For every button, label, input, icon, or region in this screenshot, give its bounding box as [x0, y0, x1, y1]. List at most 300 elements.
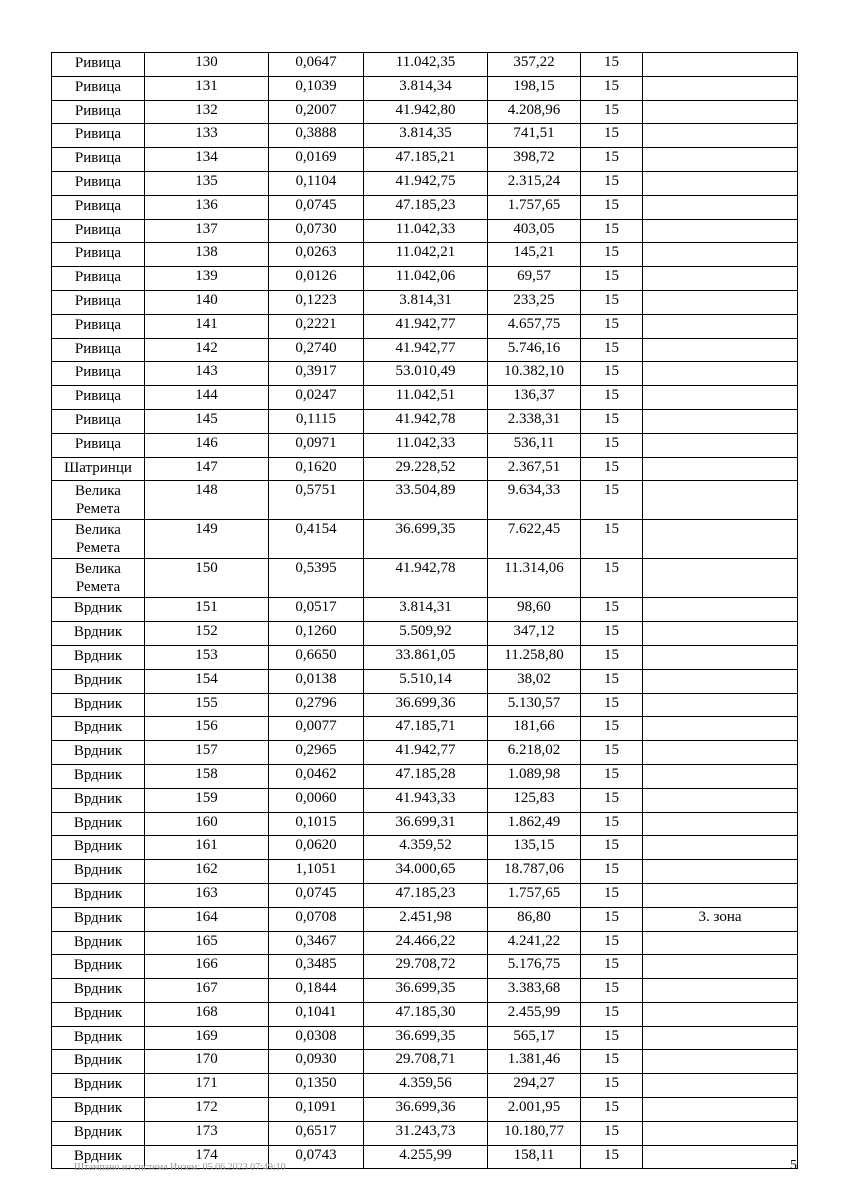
note-cell — [643, 860, 798, 884]
unit-value-cell: 33.861,05 — [364, 645, 488, 669]
rate-cell: 15 — [581, 741, 643, 765]
table-row — [52, 669, 798, 693]
amount-cell: 135,15 — [488, 836, 581, 860]
parcel-number-cell: 166 — [145, 955, 269, 979]
amount-cell: 181,66 — [488, 717, 581, 741]
table-row — [52, 559, 798, 598]
unit-value-cell: 2.451,98 — [364, 907, 488, 931]
rate-cell: 15 — [581, 290, 643, 314]
note-cell — [643, 669, 798, 693]
settlement-cell: Ривица — [52, 409, 145, 433]
unit-value-cell: 11.042,51 — [364, 386, 488, 410]
amount-cell: 125,83 — [488, 788, 581, 812]
rate-cell: 15 — [581, 481, 643, 520]
area-cell: 0,5395 — [269, 559, 364, 598]
unit-value-cell: 41.942,77 — [364, 741, 488, 765]
rate-cell: 15 — [581, 598, 643, 622]
parcel-number-cell: 155 — [145, 693, 269, 717]
note-cell — [643, 1002, 798, 1026]
settlement-cell: Ривица — [52, 267, 145, 291]
table-row — [52, 195, 798, 219]
settlement-cell: Врдник — [52, 883, 145, 907]
rate-cell: 15 — [581, 267, 643, 291]
rate-cell: 15 — [581, 1026, 643, 1050]
area-cell: 0,0743 — [269, 1145, 364, 1169]
area-cell: 0,5751 — [269, 481, 364, 520]
unit-value-cell: 3.814,31 — [364, 290, 488, 314]
parcel-number-cell: 164 — [145, 907, 269, 931]
amount-cell: 38,02 — [488, 669, 581, 693]
settlement-cell: Врдник — [52, 741, 145, 765]
table-row — [52, 433, 798, 457]
area-cell: 0,0517 — [269, 598, 364, 622]
area-cell: 0,0620 — [269, 836, 364, 860]
note-cell — [643, 883, 798, 907]
area-cell: 0,0308 — [269, 1026, 364, 1050]
table-row — [52, 883, 798, 907]
parcel-number-cell: 174 — [145, 1145, 269, 1169]
table-row — [52, 53, 798, 77]
table-body — [52, 53, 798, 1169]
area-cell: 0,0060 — [269, 788, 364, 812]
parcel-number-cell: 148 — [145, 481, 269, 520]
area-cell: 0,0745 — [269, 195, 364, 219]
amount-cell: 403,05 — [488, 219, 581, 243]
parcel-number-cell: 172 — [145, 1098, 269, 1122]
table-row — [52, 741, 798, 765]
parcel-number-cell: 149 — [145, 520, 269, 559]
note-cell — [643, 1026, 798, 1050]
area-cell: 0,6650 — [269, 645, 364, 669]
rate-cell: 15 — [581, 362, 643, 386]
note-cell — [643, 457, 798, 481]
unit-value-cell: 33.504,89 — [364, 481, 488, 520]
area-cell: 0,0462 — [269, 764, 364, 788]
area-cell: 0,0971 — [269, 433, 364, 457]
area-cell: 0,1620 — [269, 457, 364, 481]
amount-cell: 1.862,49 — [488, 812, 581, 836]
area-cell: 0,1041 — [269, 1002, 364, 1026]
unit-value-cell: 3.814,34 — [364, 76, 488, 100]
amount-cell: 2.338,31 — [488, 409, 581, 433]
area-cell: 0,0138 — [269, 669, 364, 693]
area-cell: 0,0730 — [269, 219, 364, 243]
settlement-cell: Врдник — [52, 764, 145, 788]
settlement-cell: Ривица — [52, 100, 145, 124]
note-cell — [643, 1050, 798, 1074]
unit-value-cell: 11.042,21 — [364, 243, 488, 267]
note-cell — [643, 812, 798, 836]
amount-cell: 98,60 — [488, 598, 581, 622]
parcel-number-cell: 135 — [145, 171, 269, 195]
area-cell: 0,1104 — [269, 171, 364, 195]
unit-value-cell: 41.942,78 — [364, 409, 488, 433]
area-cell: 0,1223 — [269, 290, 364, 314]
rate-cell: 15 — [581, 1002, 643, 1026]
area-cell: 0,0247 — [269, 386, 364, 410]
settlement-cell: Врдник — [52, 645, 145, 669]
unit-value-cell: 11.042,33 — [364, 219, 488, 243]
note-cell — [643, 693, 798, 717]
parcel-number-cell: 173 — [145, 1121, 269, 1145]
unit-value-cell: 4.255,99 — [364, 1145, 488, 1169]
unit-value-cell: 41.943,33 — [364, 788, 488, 812]
page-number: 5 — [790, 1158, 797, 1173]
amount-cell: 536,11 — [488, 433, 581, 457]
amount-cell: 11.314,06 — [488, 559, 581, 598]
unit-value-cell: 11.042,35 — [364, 53, 488, 77]
table-row — [52, 1002, 798, 1026]
area-cell: 0,2221 — [269, 314, 364, 338]
unit-value-cell: 11.042,06 — [364, 267, 488, 291]
settlement-cell: Ривица — [52, 124, 145, 148]
rate-cell: 15 — [581, 124, 643, 148]
settlement-cell: Ривица — [52, 362, 145, 386]
amount-cell: 233,25 — [488, 290, 581, 314]
area-cell: 0,4154 — [269, 520, 364, 559]
table-row — [52, 481, 798, 520]
amount-cell: 1.757,65 — [488, 883, 581, 907]
parcel-number-cell: 160 — [145, 812, 269, 836]
rate-cell: 15 — [581, 148, 643, 172]
amount-cell: 4.241,22 — [488, 931, 581, 955]
settlement-cell: Ривица — [52, 290, 145, 314]
rate-cell: 15 — [581, 409, 643, 433]
area-cell: 0,2965 — [269, 741, 364, 765]
amount-cell: 10.180,77 — [488, 1121, 581, 1145]
table-row — [52, 148, 798, 172]
table-row — [52, 955, 798, 979]
amount-cell: 1.381,46 — [488, 1050, 581, 1074]
unit-value-cell: 47.185,21 — [364, 148, 488, 172]
note-cell — [643, 171, 798, 195]
area-cell: 0,0077 — [269, 717, 364, 741]
rate-cell: 15 — [581, 243, 643, 267]
settlement-cell: Врдник — [52, 812, 145, 836]
amount-cell: 6.218,02 — [488, 741, 581, 765]
amount-cell: 145,21 — [488, 243, 581, 267]
rate-cell: 15 — [581, 764, 643, 788]
parcel-number-cell: 167 — [145, 979, 269, 1003]
parcel-number-cell: 142 — [145, 338, 269, 362]
note-cell — [643, 267, 798, 291]
parcel-number-cell: 165 — [145, 931, 269, 955]
settlement-cell: Ривица — [52, 53, 145, 77]
amount-cell: 398,72 — [488, 148, 581, 172]
note-cell — [643, 314, 798, 338]
amount-cell: 86,80 — [488, 907, 581, 931]
unit-value-cell: 47.185,71 — [364, 717, 488, 741]
rate-cell: 15 — [581, 433, 643, 457]
table-row — [52, 645, 798, 669]
note-cell — [643, 788, 798, 812]
parcel-number-cell: 131 — [145, 76, 269, 100]
note-cell — [643, 100, 798, 124]
parcel-number-cell: 132 — [145, 100, 269, 124]
area-cell: 0,0263 — [269, 243, 364, 267]
note-cell — [643, 1098, 798, 1122]
parcel-number-cell: 156 — [145, 717, 269, 741]
table-row — [52, 622, 798, 646]
parcel-number-cell: 134 — [145, 148, 269, 172]
unit-value-cell: 29.228,52 — [364, 457, 488, 481]
unit-value-cell: 47.185,23 — [364, 195, 488, 219]
amount-cell: 11.258,80 — [488, 645, 581, 669]
table-row — [52, 267, 798, 291]
area-cell: 0,0169 — [269, 148, 364, 172]
table-row — [52, 219, 798, 243]
unit-value-cell: 34.000,65 — [364, 860, 488, 884]
rate-cell: 15 — [581, 314, 643, 338]
table-row — [52, 907, 798, 931]
unit-value-cell: 24.466,22 — [364, 931, 488, 955]
settlement-cell: Врдник — [52, 1074, 145, 1098]
settlement-cell: Врдник — [52, 907, 145, 931]
rate-cell: 15 — [581, 559, 643, 598]
parcel-number-cell: 136 — [145, 195, 269, 219]
settlement-cell: Врдник — [52, 955, 145, 979]
table-row — [52, 693, 798, 717]
table-row — [52, 717, 798, 741]
note-cell — [643, 764, 798, 788]
note-cell — [643, 741, 798, 765]
data-table — [51, 52, 798, 1169]
unit-value-cell: 36.699,35 — [364, 1026, 488, 1050]
area-cell: 0,1844 — [269, 979, 364, 1003]
table-row — [52, 386, 798, 410]
area-cell: 0,1039 — [269, 76, 364, 100]
table-row — [52, 931, 798, 955]
note-cell — [643, 559, 798, 598]
parcel-number-cell: 159 — [145, 788, 269, 812]
settlement-cell: Врдник — [52, 931, 145, 955]
parcel-number-cell: 153 — [145, 645, 269, 669]
unit-value-cell: 3.814,35 — [364, 124, 488, 148]
settlement-cell: Ривица — [52, 76, 145, 100]
parcel-number-cell: 150 — [145, 559, 269, 598]
parcel-number-cell: 161 — [145, 836, 269, 860]
note-cell — [643, 955, 798, 979]
area-cell: 0,3888 — [269, 124, 364, 148]
rate-cell: 15 — [581, 338, 643, 362]
settlement-cell: Врдник — [52, 1145, 145, 1169]
settlement-cell: Ривица — [52, 171, 145, 195]
amount-cell: 5.176,75 — [488, 955, 581, 979]
unit-value-cell: 36.699,36 — [364, 693, 488, 717]
area-cell: 0,3917 — [269, 362, 364, 386]
amount-cell: 1.089,98 — [488, 764, 581, 788]
amount-cell: 136,37 — [488, 386, 581, 410]
parcel-number-cell: 140 — [145, 290, 269, 314]
area-cell: 0,0126 — [269, 267, 364, 291]
settlement-cell: Врдник — [52, 1050, 145, 1074]
table-row — [52, 836, 798, 860]
settlement-cell: Ривица — [52, 219, 145, 243]
amount-cell: 294,27 — [488, 1074, 581, 1098]
note-cell — [643, 836, 798, 860]
note-cell — [643, 195, 798, 219]
settlement-cell: Врдник — [52, 1121, 145, 1145]
settlement-cell: Врдник — [52, 979, 145, 1003]
note-cell — [643, 717, 798, 741]
area-cell: 0,1350 — [269, 1074, 364, 1098]
rate-cell: 15 — [581, 1121, 643, 1145]
parcel-number-cell: 151 — [145, 598, 269, 622]
settlement-cell: Ривица — [52, 243, 145, 267]
parcel-number-cell: 154 — [145, 669, 269, 693]
rate-cell: 15 — [581, 1074, 643, 1098]
parcel-number-cell: 147 — [145, 457, 269, 481]
unit-value-cell: 53.010,49 — [364, 362, 488, 386]
table-row — [52, 362, 798, 386]
parcel-number-cell: 145 — [145, 409, 269, 433]
unit-value-cell: 31.243,73 — [364, 1121, 488, 1145]
rate-cell: 15 — [581, 812, 643, 836]
unit-value-cell: 41.942,80 — [364, 100, 488, 124]
amount-cell: 158,11 — [488, 1145, 581, 1169]
note-cell — [643, 124, 798, 148]
note-cell — [643, 290, 798, 314]
amount-cell: 10.382,10 — [488, 362, 581, 386]
amount-cell: 9.634,33 — [488, 481, 581, 520]
note-cell — [643, 362, 798, 386]
settlement-cell: Ривица — [52, 386, 145, 410]
table-row — [52, 979, 798, 1003]
unit-value-cell: 47.185,30 — [364, 1002, 488, 1026]
rate-cell: 15 — [581, 979, 643, 1003]
rate-cell: 15 — [581, 693, 643, 717]
rate-cell: 15 — [581, 1098, 643, 1122]
unit-value-cell: 5.510,14 — [364, 669, 488, 693]
note-cell: 3. зона — [643, 907, 798, 931]
unit-value-cell: 36.699,35 — [364, 979, 488, 1003]
table-row — [52, 1098, 798, 1122]
table-row — [52, 171, 798, 195]
rate-cell: 15 — [581, 520, 643, 559]
amount-cell: 4.657,75 — [488, 314, 581, 338]
area-cell: 0,1015 — [269, 812, 364, 836]
amount-cell: 2.455,99 — [488, 1002, 581, 1026]
settlement-cell: Врдник — [52, 693, 145, 717]
area-cell: 0,0930 — [269, 1050, 364, 1074]
note-cell — [643, 76, 798, 100]
amount-cell: 565,17 — [488, 1026, 581, 1050]
settlement-cell: Врдник — [52, 788, 145, 812]
settlement-cell: Ривица — [52, 433, 145, 457]
table-row — [52, 1074, 798, 1098]
rate-cell: 15 — [581, 788, 643, 812]
rate-cell: 15 — [581, 622, 643, 646]
parcel-number-cell: 133 — [145, 124, 269, 148]
unit-value-cell: 41.942,78 — [364, 559, 488, 598]
note-cell — [643, 386, 798, 410]
table-row — [52, 1121, 798, 1145]
parcel-number-cell: 137 — [145, 219, 269, 243]
unit-value-cell: 3.814,31 — [364, 598, 488, 622]
parcel-number-cell: 143 — [145, 362, 269, 386]
table-row — [52, 243, 798, 267]
parcel-number-cell: 163 — [145, 883, 269, 907]
rate-cell: 15 — [581, 219, 643, 243]
table-row — [52, 338, 798, 362]
table-row — [52, 598, 798, 622]
note-cell — [643, 409, 798, 433]
area-cell: 0,2007 — [269, 100, 364, 124]
rate-cell: 15 — [581, 53, 643, 77]
parcel-number-cell: 144 — [145, 386, 269, 410]
settlement-cell: Врдник — [52, 1026, 145, 1050]
rate-cell: 15 — [581, 645, 643, 669]
unit-value-cell: 36.699,35 — [364, 520, 488, 559]
note-cell — [643, 1121, 798, 1145]
table-row — [52, 290, 798, 314]
note-cell — [643, 931, 798, 955]
settlement-cell: Врдник — [52, 836, 145, 860]
note-cell — [643, 622, 798, 646]
area-cell: 0,1115 — [269, 409, 364, 433]
area-cell: 0,1260 — [269, 622, 364, 646]
note-cell — [643, 148, 798, 172]
settlement-cell: Ривица — [52, 148, 145, 172]
amount-cell: 741,51 — [488, 124, 581, 148]
parcel-number-cell: 130 — [145, 53, 269, 77]
rate-cell: 15 — [581, 931, 643, 955]
parcel-number-cell: 170 — [145, 1050, 269, 1074]
rate-cell: 15 — [581, 860, 643, 884]
print-stamp: Штампано из система Инзем: 05.06.2023 07:49:10 — [74, 1162, 286, 1173]
table-row — [52, 76, 798, 100]
settlement-cell: Врдник — [52, 622, 145, 646]
note-cell — [643, 481, 798, 520]
rate-cell: 15 — [581, 195, 643, 219]
amount-cell: 198,15 — [488, 76, 581, 100]
parcel-number-cell: 162 — [145, 860, 269, 884]
area-cell: 0,1091 — [269, 1098, 364, 1122]
amount-cell: 7.622,45 — [488, 520, 581, 559]
parcel-number-cell: 152 — [145, 622, 269, 646]
parcel-number-cell: 139 — [145, 267, 269, 291]
unit-value-cell: 47.185,23 — [364, 883, 488, 907]
table-row — [52, 788, 798, 812]
note-cell — [643, 1074, 798, 1098]
settlement-cell: Велика Ремета — [52, 520, 145, 559]
unit-value-cell: 47.185,28 — [364, 764, 488, 788]
table-row — [52, 812, 798, 836]
amount-cell: 5.130,57 — [488, 693, 581, 717]
note-cell — [643, 219, 798, 243]
table-row — [52, 1026, 798, 1050]
unit-value-cell: 36.699,31 — [364, 812, 488, 836]
amount-cell: 347,12 — [488, 622, 581, 646]
area-cell: 0,0708 — [269, 907, 364, 931]
note-cell — [643, 645, 798, 669]
settlement-cell: Врдник — [52, 717, 145, 741]
rate-cell: 15 — [581, 171, 643, 195]
unit-value-cell: 4.359,56 — [364, 1074, 488, 1098]
note-cell — [643, 338, 798, 362]
rate-cell: 15 — [581, 1050, 643, 1074]
parcel-number-cell: 169 — [145, 1026, 269, 1050]
rate-cell: 15 — [581, 386, 643, 410]
table-row — [52, 860, 798, 884]
unit-value-cell: 29.708,71 — [364, 1050, 488, 1074]
amount-cell: 5.746,16 — [488, 338, 581, 362]
parcel-number-cell: 171 — [145, 1074, 269, 1098]
rate-cell: 15 — [581, 883, 643, 907]
rate-cell: 15 — [581, 457, 643, 481]
settlement-cell: Врдник — [52, 598, 145, 622]
note-cell — [643, 53, 798, 77]
